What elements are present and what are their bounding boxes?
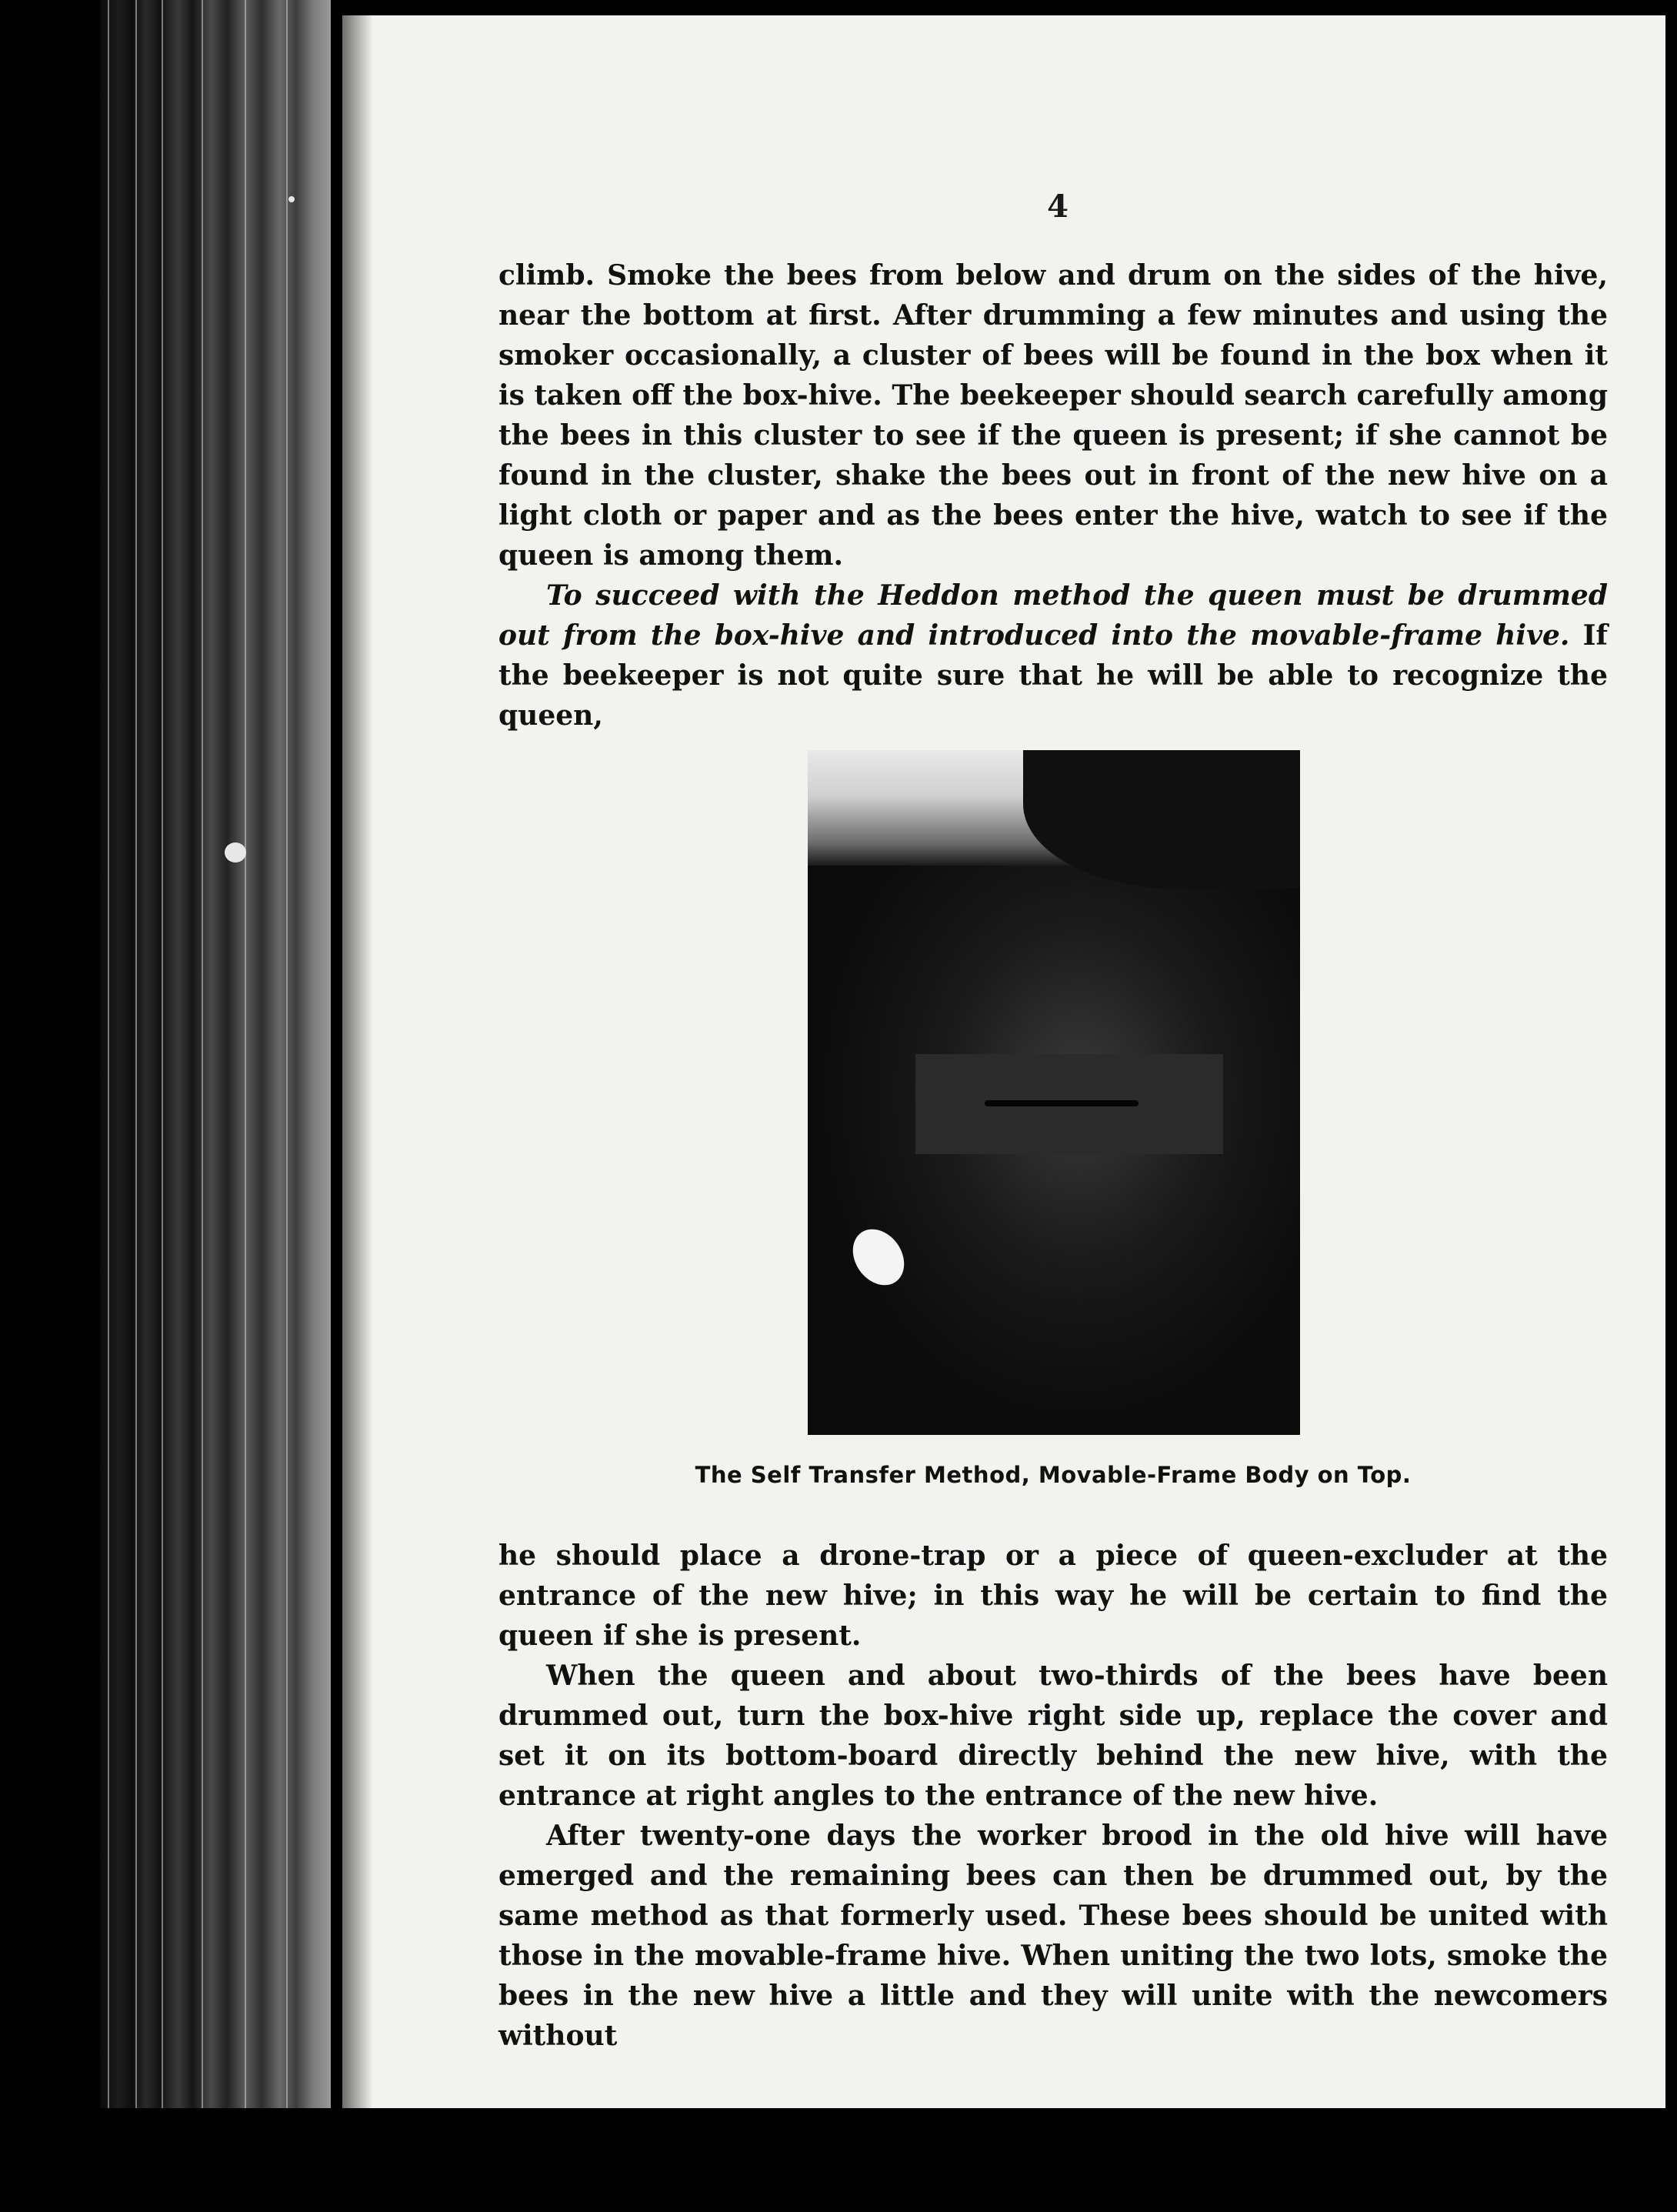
page-edge-line: [286, 0, 288, 2108]
page-edge-line: [245, 0, 246, 2108]
scan-fleck: [288, 196, 295, 202]
page-edge-line: [108, 0, 109, 2108]
paragraph: When the queen and about two-thirds of the bees have been drummed out, turn the box-hive right side up, replace the cover and set it on its bottom-board directly behind the new hive, with the entrance at right angles to the entrance of the new hive.: [498, 1660, 1608, 1812]
text-block-top: [498, 255, 1608, 736]
page-number: 4: [1047, 189, 1069, 225]
photo-tree-silhouette: [1023, 750, 1300, 889]
page-edge-line: [135, 0, 137, 2108]
text-block-bottom: [498, 1536, 1608, 2056]
photo-light-spot: [842, 1219, 915, 1295]
sentence: If the beekeeper is not quite sure that he will be able to recognize the queen,: [498, 619, 1608, 732]
paragraph: After twenty-one days the worker brood in the old hive will have emerged and the remaining bees can then be drummed out, by the same method as that formerly used. These bees should be united with those in the movable-frame hive. When uniting the two lots, smoke the bees in the new hive a little and they will unite with the newcomers without: [498, 1820, 1608, 2052]
scan-fleck: [225, 842, 246, 862]
paragraph: he should place a drone-trap or a piece of queen-excluder at the entrance of the new hive; in this way he will be certain to find the queen if she is present.: [498, 1540, 1608, 1652]
book-page-edges: [100, 0, 331, 2108]
italic-sentence: To succeed with the Heddon method the queen must be drummed out from the box-hive and introduced into the movable-frame hive.: [498, 579, 1608, 652]
page-edge-line: [162, 0, 163, 2108]
figure-caption: The Self Transfer Method, Movable-Frame Body on Top.: [695, 1462, 1412, 1488]
figure-photograph: [808, 750, 1300, 1435]
page-gutter-shadow: [342, 15, 373, 2108]
photo-hive-entrance: [985, 1100, 1139, 1106]
page-edge-line: [202, 0, 203, 2108]
paragraph: climb. Smoke the bees from below and drum on the sides of the hive, near the bottom at first. After drumming a few minutes and using the smoker occasionally, a cluster of bees will be found in the box when it is taken off the box-hive. The beekeeper should search carefully among the bees in this cluster to see if the queen is present; if she cannot be found in the cluster, shake the bees out in front of the new hive on a light cloth or paper and as the bees enter the hive, watch to see if the queen is among them.: [498, 259, 1608, 572]
paragraph: [498, 576, 1608, 736]
